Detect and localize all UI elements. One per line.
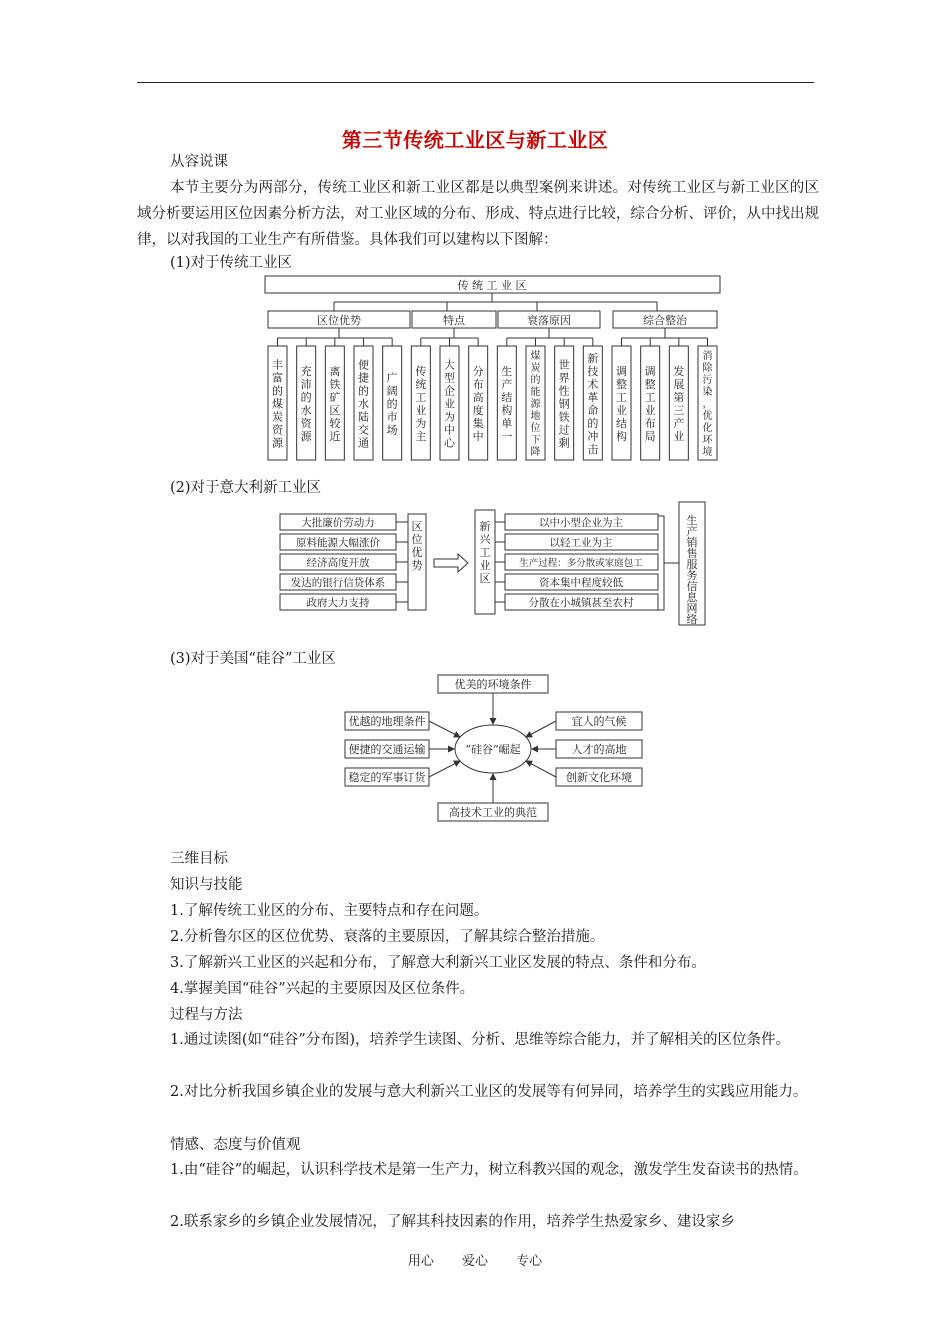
leaf-label: 分布高度集中 bbox=[472, 365, 484, 443]
ks-item: 4.掌握美国“硅谷”兴起的主要原因及区位条件。 bbox=[170, 981, 475, 997]
innovation-culture: 创新文化环境 bbox=[566, 771, 632, 784]
ks-item: 3.了解新兴工业区的兴起和分布，了解意大利新兴工业区发展的特点、条件和分布。 bbox=[170, 955, 706, 971]
page-title: 第三节传统工业区与新工业区 bbox=[341, 128, 609, 152]
location-advantage-label: 区位优势 bbox=[411, 520, 423, 572]
group-location-advantages: 区位优势 bbox=[317, 314, 361, 327]
leaf-label: 调整工业结构 bbox=[616, 365, 627, 443]
leaf-label: 生产结构单一 bbox=[501, 365, 513, 443]
leaf-label: 充沛的水资源 bbox=[300, 365, 312, 443]
new-industrial-region-label: 新兴工业区 bbox=[479, 520, 491, 585]
silicon-valley-rise: “硅谷”崛起 bbox=[465, 743, 521, 756]
leaf-label: 煤炭的能源地位下降 bbox=[530, 351, 541, 458]
emotion-values-heading: 情感、态度与价值观 bbox=[170, 1137, 301, 1153]
pm-item: 1.通过读图(如“硅谷”分布图)，培养学生读图、分析、思维等综合能力，并了解相关的区位条件。 bbox=[170, 1032, 790, 1048]
group-features: 特点 bbox=[443, 314, 465, 327]
process-methods-heading: 过程与方法 bbox=[170, 1007, 243, 1023]
geographic-condition: 优越的地理条件 bbox=[348, 715, 426, 728]
advantage-label: 原料能源大幅涨价 bbox=[296, 537, 380, 549]
footer-text: 专心 bbox=[516, 1254, 543, 1269]
transport-condition: 便捷的交通运输 bbox=[348, 743, 426, 756]
leaf-label: 传统工业为主 bbox=[415, 365, 427, 443]
network-label: 生产销售服务信息网络 bbox=[686, 514, 698, 626]
group-decline-causes: 衰落原因 bbox=[527, 314, 571, 327]
knowledge-skills-heading: 知识与技能 bbox=[170, 877, 243, 893]
leaf-label: 调整工业布局 bbox=[644, 365, 656, 443]
feature-label: 以轻工业为主 bbox=[549, 537, 613, 549]
feature-label: 生产过程：多分散或家庭包工 bbox=[519, 558, 643, 569]
feature-label: 以中小型企业为主 bbox=[539, 517, 623, 529]
section2-label: (2)对于意大利新工业区 bbox=[170, 480, 322, 496]
leaf-label: 大型企业为中心 bbox=[444, 358, 455, 450]
climate: 宜人的气候 bbox=[571, 715, 627, 728]
feature-label: 分散在小城镇甚至农村 bbox=[528, 597, 634, 609]
intro-heading: 从容说课 bbox=[170, 154, 228, 170]
leaf-label: 便捷的水陆交通 bbox=[358, 358, 369, 450]
leaf-label: 消除污染，优化环境 bbox=[702, 351, 713, 458]
leaf-label: 发展第三产业 bbox=[673, 365, 685, 443]
intro-paragraph: 本节主要分为两部分，传统工业区和新工业区都是以典型案例来讲述。对传统工业区与新工业区的区域分析要运用区位因素分析方法，对工业区域的分布、形成、特点进行比较，综合分析、评价，从中找出规律，以对我国的工业生产有所借鉴。具体我们可以建构以下图解： bbox=[137, 180, 819, 248]
section1-label: (1)对于传统工业区 bbox=[170, 255, 293, 271]
high-tech-model: 高技术工业的典范 bbox=[449, 806, 537, 819]
ev-item: 1.由“硅谷”的崛起，认识科学技术是第一生产力，树立科教兴国的观念，激发学生发奋读书的热情。 bbox=[170, 1162, 808, 1178]
advantage-label: 经济高度开放 bbox=[306, 557, 370, 569]
ks-item: 1.了解传统工业区的分布、主要特点和存在问题。 bbox=[170, 903, 489, 919]
advantage-label: 发达的银行信贷体系 bbox=[290, 577, 386, 589]
group-comprehensive-remediation: 综合整治 bbox=[643, 314, 687, 327]
root-label: 传 统 工 业 区 bbox=[457, 279, 527, 292]
ks-item: 2.分析鲁尔区的区位优势、衰落的主要原因，了解其综合整治措施。 bbox=[170, 929, 605, 945]
leaf-label: 广阔的市场 bbox=[386, 371, 398, 437]
talent-hub: 人才的高地 bbox=[571, 743, 627, 756]
leaf-label: 新技术革命的冲击 bbox=[587, 352, 599, 456]
pm-item: 2.对比分析我国乡镇企业的发展与意大利新兴工业区的发展等有何异同，培养学生的实践应用能力。 bbox=[170, 1084, 808, 1100]
footer-text: 用心 bbox=[407, 1254, 434, 1269]
header-rule bbox=[137, 82, 814, 83]
leaf-label: 丰富的煤炭资源 bbox=[272, 358, 283, 450]
ev-item: 2.联系家乡的乡镇企业发展情况，了解其科技因素的作用，培养学生热爱家乡、建设家乡 bbox=[170, 1214, 735, 1230]
leaf-label: 世界性钢铁过剩 bbox=[558, 358, 570, 450]
section3-label: (3)对于美国“硅谷”工业区 bbox=[170, 651, 336, 667]
advantage-label: 大批廉价劳动力 bbox=[301, 517, 375, 529]
advantage-label: 政府大力支持 bbox=[306, 597, 370, 609]
page-footer bbox=[0, 1250, 950, 1269]
military-orders: 稳定的军事订货 bbox=[348, 771, 426, 784]
goals-heading: 三维目标 bbox=[170, 851, 228, 867]
environment-condition: 优美的环境条件 bbox=[454, 678, 532, 691]
traditional-industry-diagram bbox=[262, 272, 724, 464]
leaf-label: 离铁矿区较近 bbox=[329, 365, 341, 443]
silicon-valley-diagram bbox=[340, 670, 650, 826]
italy-industry-diagram bbox=[275, 500, 710, 628]
footer-text: 爱心 bbox=[461, 1254, 488, 1269]
feature-label: 资本集中程度较低 bbox=[539, 577, 623, 589]
